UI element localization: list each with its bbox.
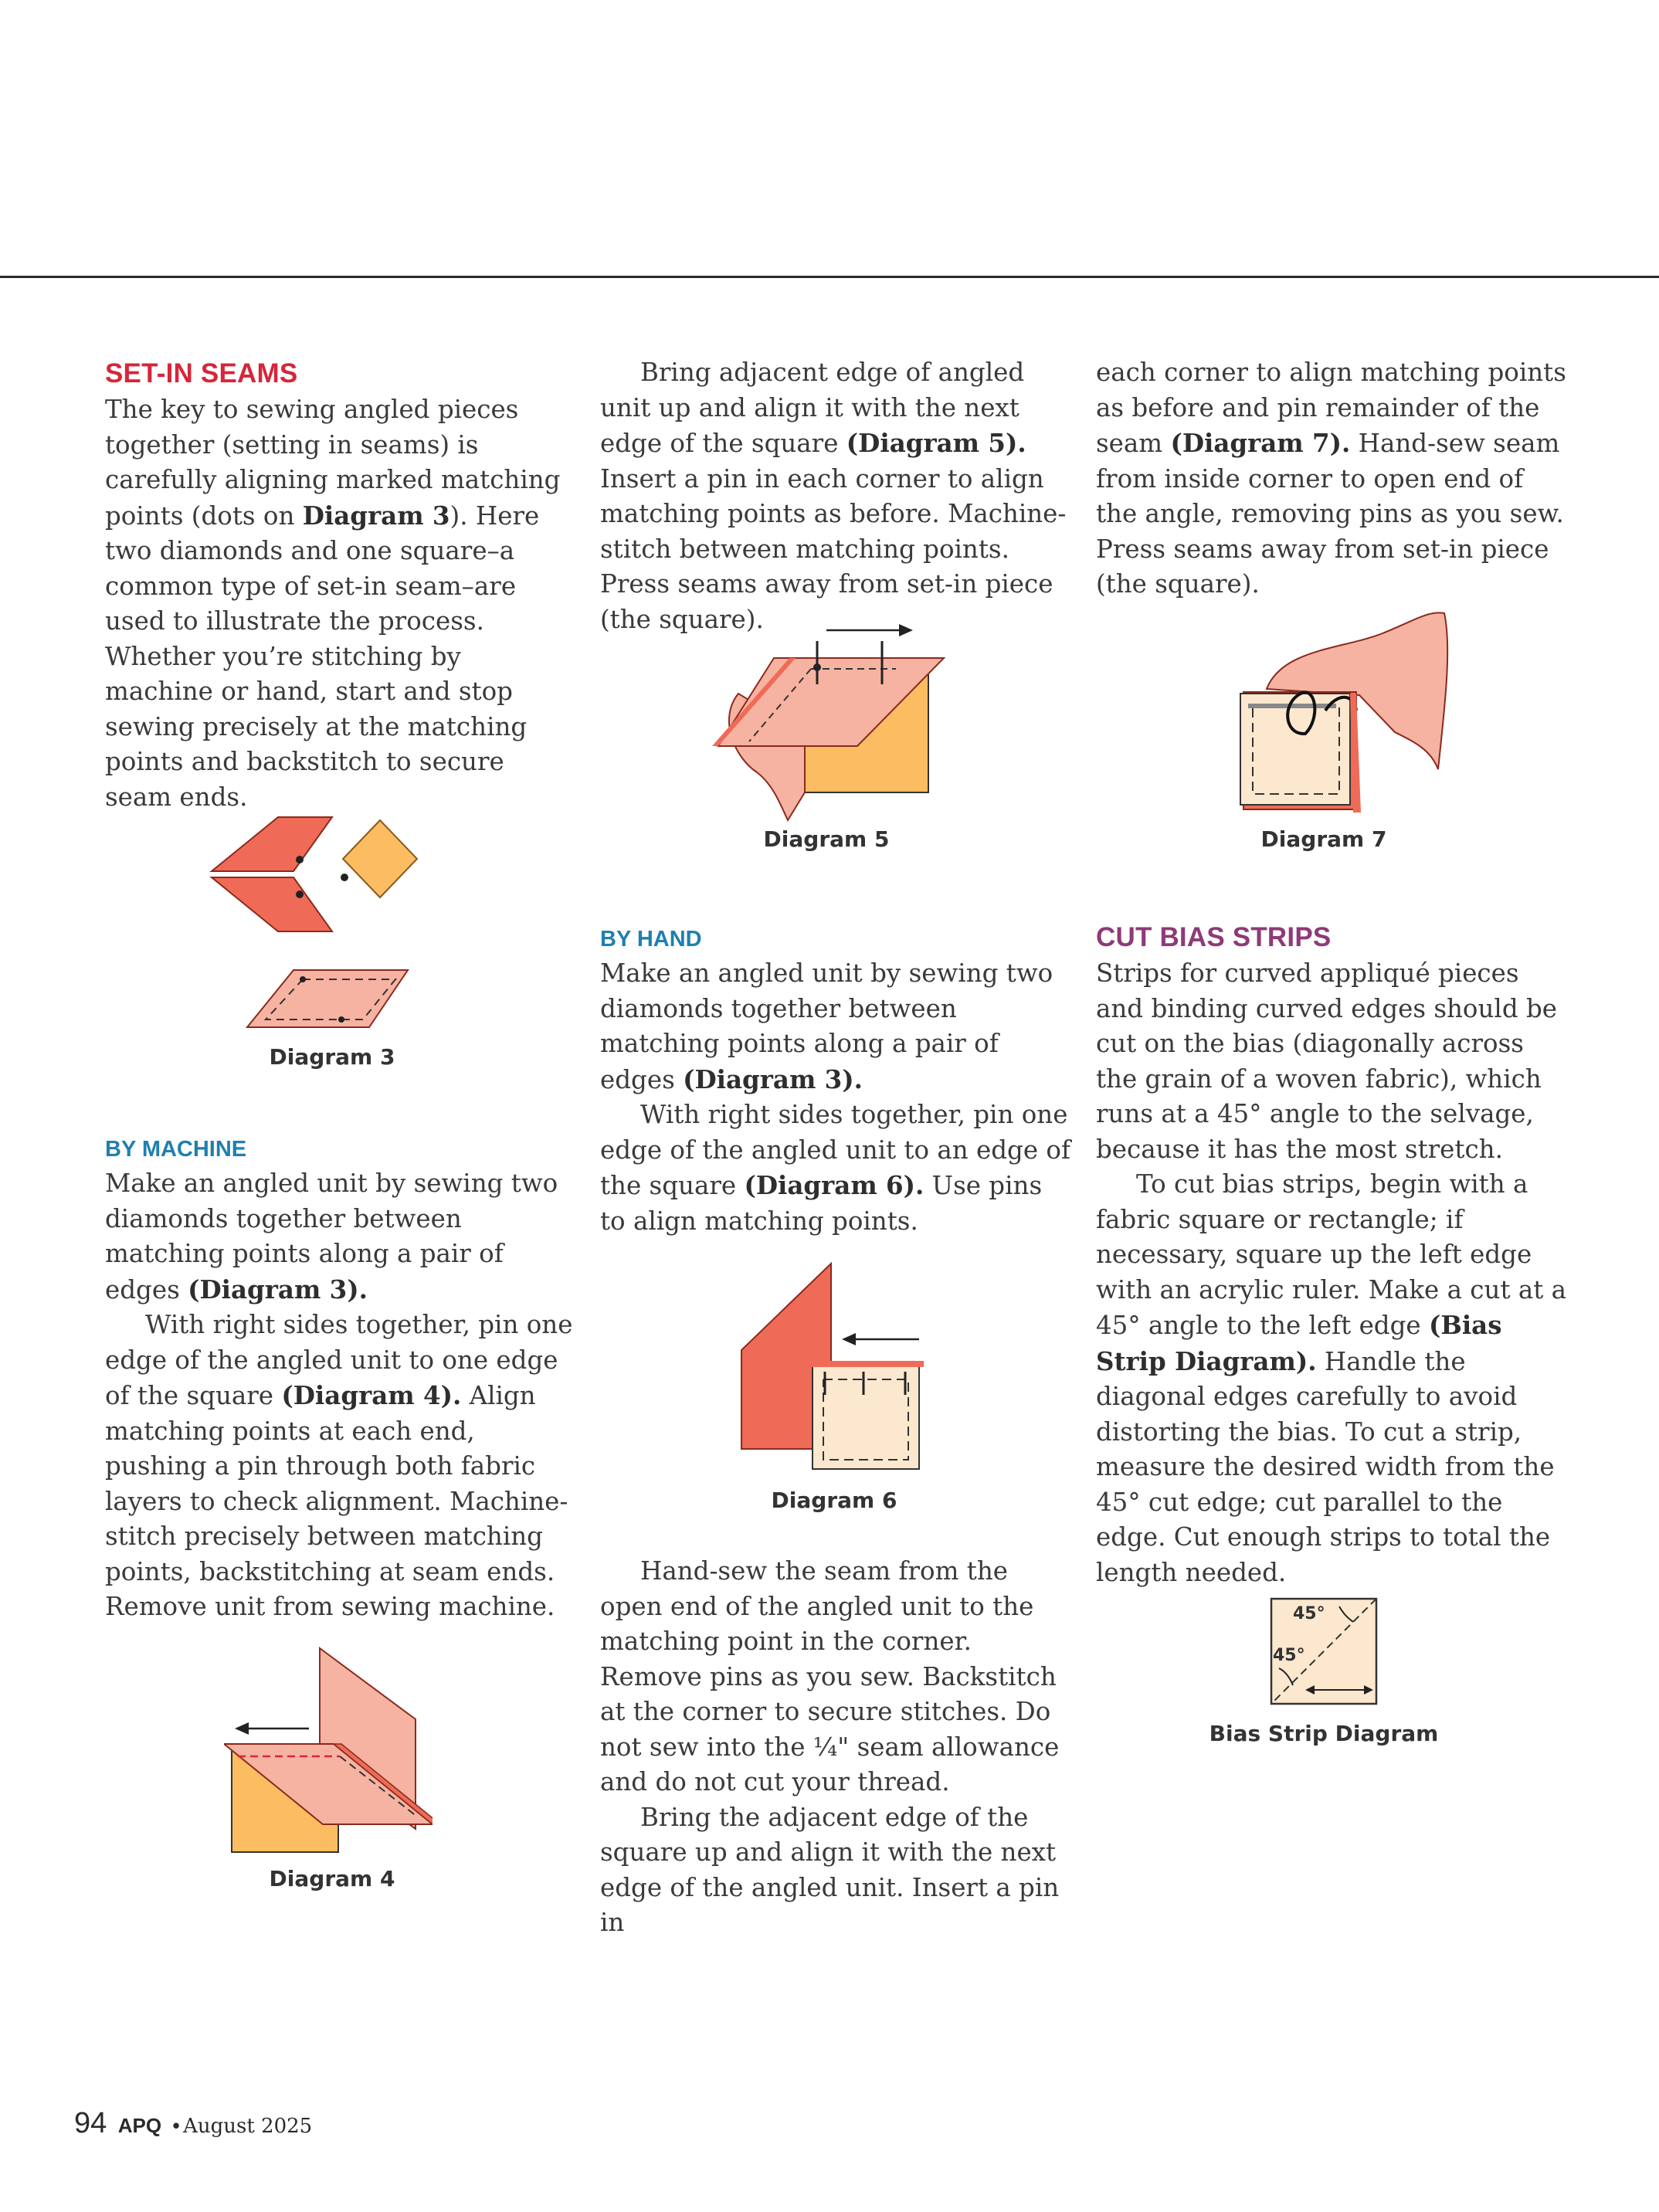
page-footer	[74, 2107, 312, 2140]
by-hand-heading: BY HAND	[600, 927, 702, 952]
bias-paragraph-1: Strips for curved appliqué pieces and binding curved edges should be cut on the bias (diagonally across the grain of a woven fabric), which runs at a 45° angle to the selvage, because it has the most stretch.	[1096, 958, 1557, 1164]
hand-paragraph-3: Hand-sew the seam from the open end of the angled unit to the matching point in the corner. Remove pins as you sew. Backstitch at the corner to secure stitches. Do not sew into the ¼" seam allowance and do not cut your thread.	[600, 1556, 1060, 1796]
intro-paragraph: The key to sewing angled pieces together (setting in seams) is carefully aligning marked matching points (dots on Diagram 3). Here two diamonds and one square–a common type of set-in seam–are used to illustrate the process. Whether you’re stitching by machine or hand, start and stop sewing precisely at the matching points and backstitch to secure seam ends.	[105, 395, 561, 812]
hand-paragraph-4: Bring the adjacent edge of the square up and align it with the next edge of the angled unit. Insert a pin in	[600, 1802, 1060, 1937]
angle-label-left: 45°	[1273, 1646, 1305, 1665]
diagram-4-caption: Diagram 4	[269, 1866, 395, 1891]
angle-label-top: 45°	[1293, 1604, 1325, 1623]
matching-dot	[296, 891, 304, 898]
magazine-name: APQ	[117, 2114, 162, 2137]
arrow-head	[235, 1722, 249, 1735]
square-piece	[813, 1366, 919, 1469]
machine-paragraph-2: With right sides together, pin one edge of the angled unit to one edge of the square (Diagram 4). Align matching points at each end, pushing a pin through both fabric layers to check alignment. Machine-stitch precisely between matching points, backstitching at seam ends. Remove unit from sewing machine.	[105, 1310, 573, 1621]
diagram-6-illustration	[734, 1259, 942, 1475]
bias-strip-illustration	[1267, 1594, 1382, 1707]
matching-dot	[338, 1016, 344, 1023]
square-piece	[1240, 694, 1350, 805]
matching-dot	[300, 976, 306, 982]
arrow-head	[899, 624, 913, 636]
bias-strip-caption: Bias Strip Diagram	[1209, 1721, 1439, 1746]
seam-edge	[808, 1361, 924, 1367]
pin-head	[813, 663, 821, 671]
by-hand-continued	[600, 1554, 1071, 1941]
square-piece	[343, 820, 417, 897]
hand-paragraph-1: Make an angled unit by sewing two diamonds together between matching points along a pair of edges (Diagram 3).	[600, 958, 1053, 1094]
machine-paragraph-1: Make an angled unit by sewing two diamonds together between matching points along a pair of edges (Diagram 3).	[105, 1169, 558, 1304]
matching-dot	[341, 874, 348, 881]
diagram-5-caption: Diagram 5	[763, 826, 890, 852]
diagram-7-caption: Diagram 7	[1260, 826, 1387, 852]
column-3	[1096, 355, 1567, 602]
by-hand-section	[600, 922, 1071, 1239]
diagram-3-illustration	[201, 803, 448, 1035]
col2-paragraph-1: Bring adjacent edge of angled unit up and align it with the next edge of the square (Diagram 5). Insert a pin in each corner to align matching points as before. Machine-stitch between matching points. Press seams away from set-in piece (the square).	[600, 358, 1067, 634]
set-in-seams-heading: SET-IN SEAMS	[105, 358, 298, 388]
by-machine-heading: BY MACHINE	[105, 1137, 247, 1162]
by-machine-section	[105, 1132, 576, 1625]
hand-paragraph-2: With right sides together, pin one edge of the angled unit to an edge of the square (Diagram 6). Use pins to align matching points.	[600, 1100, 1071, 1236]
col3-paragraph-1: each corner to align matching points as before and pin remainder of the seam (Diagram 7). Hand-sew seam from inside corner to open end of the angle, removing pins as you sew. Press seams away from set-in piece (the square).	[1096, 358, 1566, 599]
diagram-3-caption: Diagram 3	[269, 1044, 395, 1070]
diagram-7-illustration	[1220, 602, 1452, 819]
diagram-6-caption: Diagram 6	[771, 1488, 897, 1513]
matching-dot	[296, 856, 304, 863]
diamond-bottom	[212, 877, 332, 931]
column-1	[105, 355, 576, 815]
diagram-4-illustration	[224, 1645, 433, 1861]
cut-bias-strips-heading: CUT BIAS STRIPS	[1096, 922, 1332, 952]
column-2	[600, 355, 1071, 637]
diamond-top	[212, 817, 332, 871]
header-rule	[0, 276, 1659, 278]
bias-section	[1096, 919, 1567, 1590]
page-number: 94	[74, 2107, 107, 2139]
issue-date: August 2025	[183, 2115, 313, 2138]
arrow-head	[842, 1333, 856, 1345]
diagram-5-illustration	[703, 618, 950, 834]
bias-paragraph-2: To cut bias strips, begin with a fabric square or rectangle; if necessary, square up the left edge with an acrylic ruler. Make a cut at a 45° angle to the left edge (Bias Strip Diagram). Handle the diagonal edges carefully to avoid distorting the bias. To cut a strip, measure the desired width from the 45° cut edge; cut parallel to the edge. Cut enough strips to total the length needed.	[1096, 1169, 1566, 1587]
footer-separator: •	[172, 2114, 180, 2137]
